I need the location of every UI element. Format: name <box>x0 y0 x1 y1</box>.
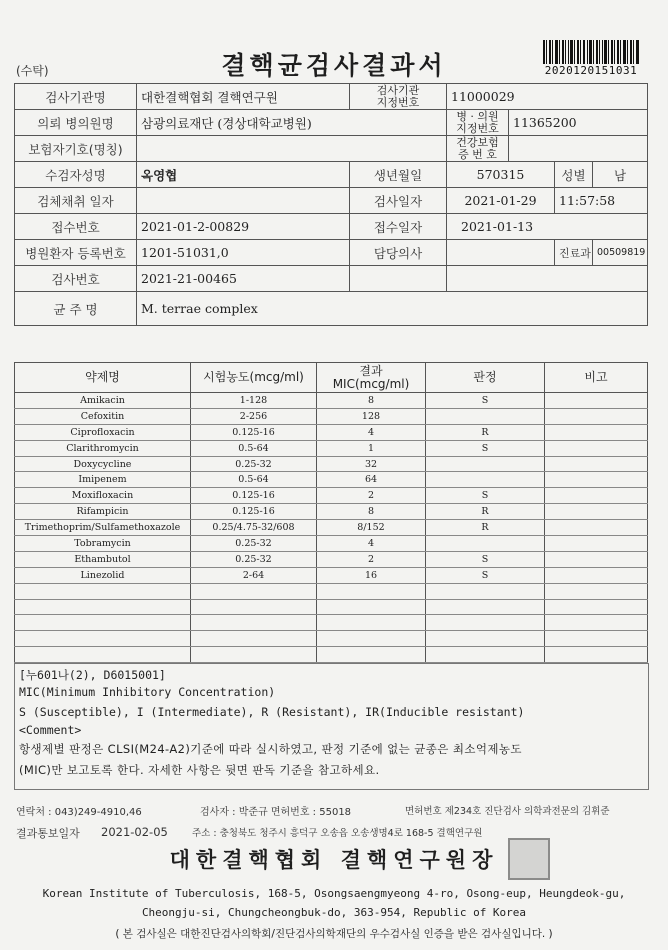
health-insurance-value <box>509 136 648 162</box>
table-row <box>15 472 648 488</box>
test-date: 2021-01-29 <box>447 188 555 214</box>
lab-code: 11000029 <box>447 84 648 110</box>
mic-cell <box>317 647 426 663</box>
sex-label: 성별 <box>555 162 593 188</box>
tester-info: 검사자 : 박준규 면허번호 : 55018 <box>200 807 352 818</box>
notes-comment-label: <Comment> <box>19 723 82 737</box>
interp-cell: S <box>426 567 545 583</box>
mic-cell <box>317 583 426 599</box>
range-cell <box>191 631 317 647</box>
insurer-value <box>137 136 447 162</box>
drug-cell <box>15 599 191 615</box>
interp-cell <box>426 472 545 488</box>
receipt-no: 2021-01-2-00829 <box>137 214 350 240</box>
blank-cell-2 <box>447 266 648 292</box>
table-row <box>15 440 648 456</box>
interp-cell: R <box>426 520 545 536</box>
mic-cell <box>317 599 426 615</box>
range-cell: 0.125-16 <box>191 488 317 504</box>
table-row <box>15 393 648 409</box>
interp-cell <box>426 536 545 552</box>
notes-legend: S (Susceptible), I (Intermediate), R (Resistant), IR(Inducible resistant) <box>19 705 525 719</box>
table-row <box>15 488 648 504</box>
lab-code-label: 검사기관 지정번호 <box>350 84 447 110</box>
notes-code: [누601나(2), D6015001] <box>19 668 166 682</box>
range-cell <box>191 583 317 599</box>
dept-value: 00509819 <box>593 240 648 266</box>
species-label: 균 주 명 <box>15 292 137 326</box>
mic-cell: 8/152 <box>317 520 426 536</box>
sex-value: 남 <box>593 162 648 188</box>
header-remarks: 비고 <box>545 363 648 393</box>
range-cell: 2-64 <box>191 567 317 583</box>
drug-cell <box>15 615 191 631</box>
drug-cell: Imipenem <box>15 472 191 488</box>
header-range: 시험농도(mcg/ml) <box>191 363 317 393</box>
interp-cell <box>426 631 545 647</box>
patient-info-table <box>14 83 648 326</box>
range-cell: 0.125-16 <box>191 504 317 520</box>
range-cell: 2-256 <box>191 408 317 424</box>
insurer-label: 보험자기호(명칭) <box>15 136 137 162</box>
interp-cell <box>426 599 545 615</box>
mic-cell: 16 <box>317 567 426 583</box>
range-cell: 0.125-16 <box>191 424 317 440</box>
receipt-date: 2021-01-13 <box>447 214 648 240</box>
drug-cell: Tobramycin <box>15 536 191 552</box>
hospital-code-label: 병 · 의원 지정번호 <box>447 110 509 136</box>
document-title: 결핵균검사결과서 <box>221 51 447 80</box>
lab-name: 대한결핵협회 결핵연구원 <box>137 84 350 110</box>
table-row <box>15 583 648 599</box>
drug-cell <box>15 583 191 599</box>
interp-cell <box>426 456 545 472</box>
table-row <box>15 536 648 552</box>
license-info: 면허번호 제234호 진단검사 의학과전문의 김휘준 <box>405 806 610 817</box>
report-date: 2021-02-05 <box>101 825 168 839</box>
collect-date-label: 검체채취 일자 <box>15 188 137 214</box>
receipt-no-label: 접수번호 <box>15 214 137 240</box>
mic-cell: 8 <box>317 393 426 409</box>
table-row <box>15 520 648 536</box>
note-cell <box>545 599 648 615</box>
drug-cell: Clarithromycin <box>15 440 191 456</box>
range-cell: 0.25/4.75-32/608 <box>191 520 317 536</box>
mic-cell: 32 <box>317 456 426 472</box>
table-row <box>15 551 648 567</box>
mic-cell: 128 <box>317 408 426 424</box>
note-cell <box>545 536 648 552</box>
hospital-label: 의뢰 병의원명 <box>15 110 137 136</box>
dept-label: 진료과 <box>555 240 593 266</box>
interp-cell: S <box>426 393 545 409</box>
test-no: 2021-21-00465 <box>137 266 350 292</box>
mic-cell: 1 <box>317 440 426 456</box>
table-row <box>15 599 648 615</box>
report-date-label: 결과통보일자 <box>16 827 80 840</box>
certification-note: ( 본 검사실은 대한진단검사의학회/진단검사의학재단의 우수검사실 인증을 받은 검사실입니다. ) <box>115 928 553 940</box>
table-row <box>15 647 648 663</box>
note-cell <box>545 504 648 520</box>
range-cell: 0.25-32 <box>191 536 317 552</box>
range-cell <box>191 599 317 615</box>
birth-label: 생년월일 <box>350 162 447 188</box>
lab-name-label: 검사기관명 <box>15 84 137 110</box>
mic-cell <box>317 631 426 647</box>
table-row <box>15 504 648 520</box>
mic-cell: 2 <box>317 551 426 567</box>
interp-cell: S <box>426 440 545 456</box>
interp-cell: R <box>426 424 545 440</box>
note-cell <box>545 551 648 567</box>
note-cell <box>545 424 648 440</box>
address-en-line-2: Cheongju-si, Chungcheongbuk-do, 363-954, Republic of Korea <box>141 906 527 919</box>
range-cell: 0.25-32 <box>191 551 317 567</box>
species-value: M. terrae complex <box>137 292 648 326</box>
hospital-patient-no-label: 병원환자 등록번호 <box>15 240 137 266</box>
interp-cell <box>426 615 545 631</box>
doctor-label: 담당의사 <box>350 240 447 266</box>
interp-cell <box>426 408 545 424</box>
table-row <box>15 424 648 440</box>
barcode-number: 2020120151031 <box>544 64 638 77</box>
header-judgement: 판정 <box>426 363 545 393</box>
range-cell <box>191 615 317 631</box>
blank-cell-1 <box>350 266 447 292</box>
receipt-date-label: 접수일자 <box>350 214 447 240</box>
contact-info: 연락처 : 043)249-4910,46 <box>16 807 142 818</box>
collect-date <box>137 188 350 214</box>
test-time: 11:57:58 <box>555 188 648 214</box>
table-row <box>15 408 648 424</box>
patient-name-label: 수검자성명 <box>15 162 137 188</box>
drug-cell: Trimethoprim/Sulfamethoxazole <box>15 520 191 536</box>
note-cell <box>545 440 648 456</box>
mic-cell: 64 <box>317 472 426 488</box>
note-cell <box>545 583 648 599</box>
mic-cell <box>317 615 426 631</box>
note-cell <box>545 488 648 504</box>
interp-cell <box>426 583 545 599</box>
test-date-label: 검사일자 <box>350 188 447 214</box>
drug-cell <box>15 631 191 647</box>
drug-cell: Moxifloxacin <box>15 488 191 504</box>
note-cell <box>545 472 648 488</box>
range-cell: 0.5-64 <box>191 472 317 488</box>
drug-cell: Cefoxitin <box>15 408 191 424</box>
notes-mic-definition: MIC(Minimum Inhibitory Concentration) <box>19 685 276 699</box>
drug-cell <box>15 647 191 663</box>
mic-cell: 4 <box>317 424 426 440</box>
hospital-name: 삼광의료재단 (경상대학교병원) <box>137 110 447 136</box>
note-cell <box>545 567 648 583</box>
note-cell <box>545 456 648 472</box>
test-no-label: 검사번호 <box>15 266 137 292</box>
mic-result-table <box>14 362 648 663</box>
note-cell <box>545 631 648 647</box>
interp-cell: S <box>426 551 545 567</box>
mic-cell: 2 <box>317 488 426 504</box>
mic-cell: 8 <box>317 504 426 520</box>
drug-cell: Linezolid <box>15 567 191 583</box>
range-cell <box>191 647 317 663</box>
table-row <box>15 615 648 631</box>
range-cell: 1-128 <box>191 393 317 409</box>
note-cell <box>545 408 648 424</box>
note-cell <box>545 393 648 409</box>
table-row <box>15 631 648 647</box>
institute-name: 대한결핵협회 결핵연구원장 <box>169 847 499 872</box>
notes-box <box>14 663 649 790</box>
table-row <box>15 567 648 583</box>
copy-label: (수탁) <box>16 64 49 78</box>
drug-cell: Ethambutol <box>15 551 191 567</box>
interp-cell: S <box>426 488 545 504</box>
hospital-code: 11365200 <box>509 110 648 136</box>
mic-cell: 4 <box>317 536 426 552</box>
range-cell: 0.25-32 <box>191 456 317 472</box>
header-result: 결과 MIC(mcg/ml) <box>317 363 426 393</box>
note-cell <box>545 647 648 663</box>
interp-cell <box>426 647 545 663</box>
mic-table-body <box>15 393 648 663</box>
address-kr: 주소 : 충청북도 청주시 흥덕구 오송읍 오송생명4로 168-5 결핵연구원 <box>192 828 483 839</box>
doctor-value <box>447 240 555 266</box>
range-cell: 0.5-64 <box>191 440 317 456</box>
address-en-line-1: Korean Institute of Tuberculosis, 168-5, Osongsaengmyeong 4-ro, Osong-eup, Heungdeok-gu, <box>42 887 626 900</box>
interp-cell: R <box>426 504 545 520</box>
drug-cell: Amikacin <box>15 393 191 409</box>
patient-name: 옥영협 <box>137 162 350 188</box>
drug-cell: Rifampicin <box>15 504 191 520</box>
hospital-patient-no: 1201-51031,0 <box>137 240 350 266</box>
notes-comment-line-2: (MIC)만 보고토록 한다. 자세한 사항은 뒷면 판독 기준을 참고하세요. <box>19 763 380 777</box>
note-cell <box>545 615 648 631</box>
drug-cell: Ciprofloxacin <box>15 424 191 440</box>
note-cell <box>545 520 648 536</box>
notes-comment-line-1: 항생제별 판정은 CLSI(M24-A2)기준에 따라 실시하였고, 판정 기준에 없는 균종은 최소억제농도 <box>19 742 522 756</box>
table-row <box>15 456 648 472</box>
barcode <box>543 40 639 77</box>
health-insurance-label: 건강보험 증 번 호 <box>447 136 509 162</box>
header-drug: 약제명 <box>15 363 191 393</box>
barcode-bars <box>543 40 639 64</box>
drug-cell: Doxycycline <box>15 456 191 472</box>
birth-value: 570315 <box>447 162 555 188</box>
